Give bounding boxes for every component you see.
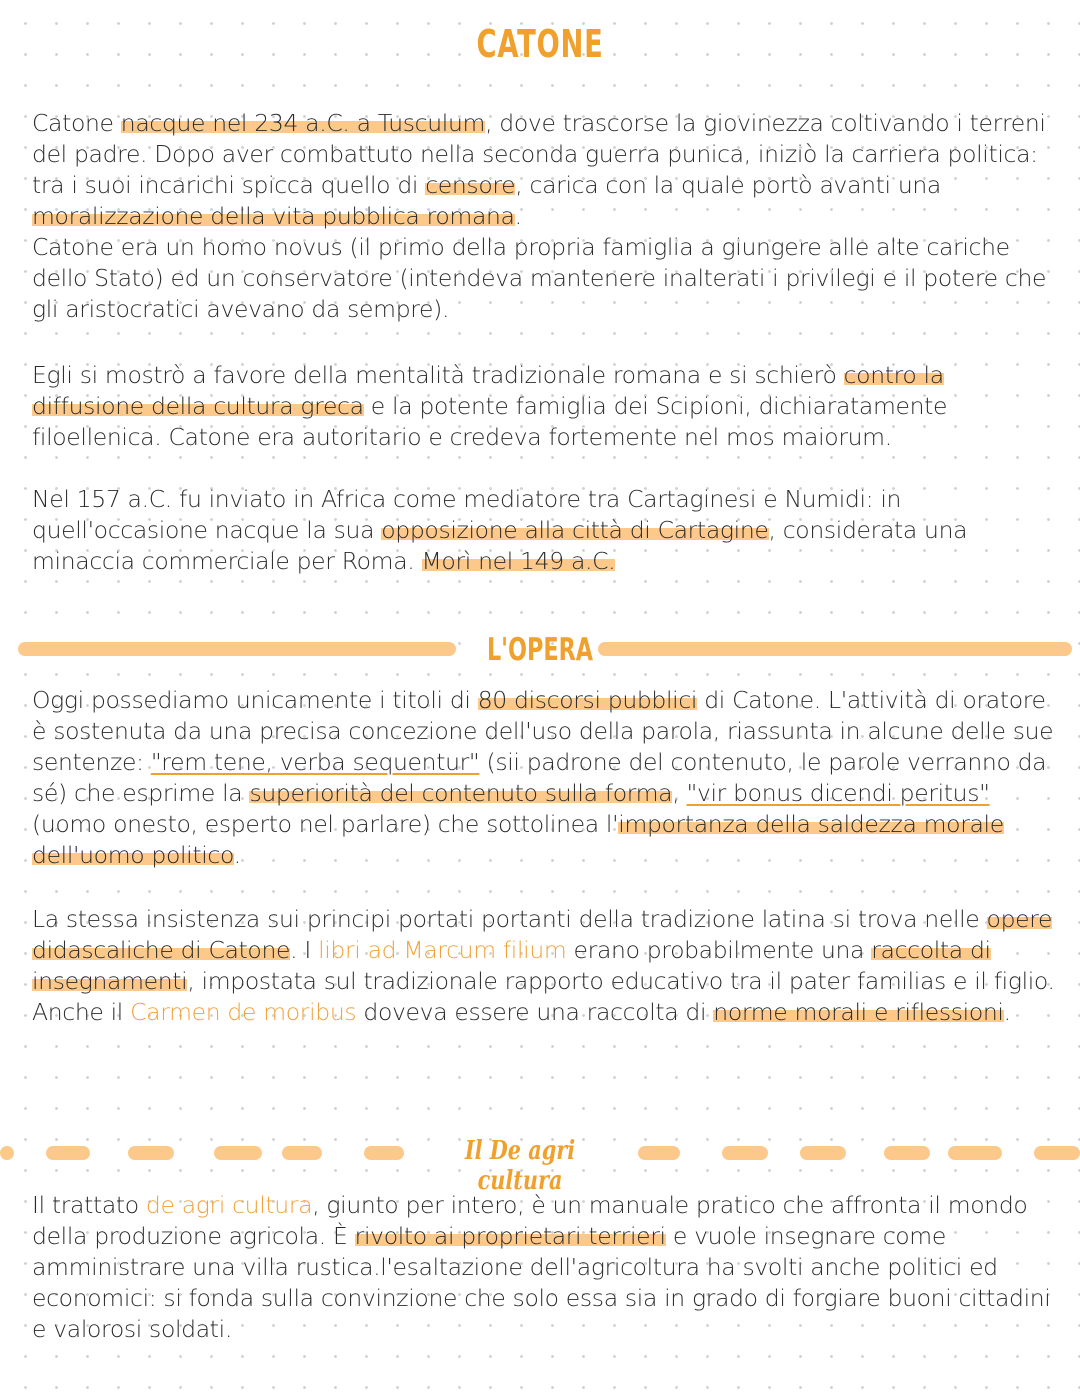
text-span: . (233, 841, 241, 869)
text-span: , considerata una minaccia commerciale per Roma. (32, 516, 968, 575)
bio-paragraph-2 (32, 360, 1062, 453)
text-span: Catone (32, 109, 121, 137)
text-span: La stessa insistenza sui principi portati portanti della tradizione latina si trova nelle (32, 905, 987, 933)
section-dash (0, 1146, 14, 1160)
section-dash (214, 1146, 262, 1160)
bio-paragraph-1 (32, 108, 1062, 325)
highlight: norme morali e riflessioni (713, 998, 1004, 1026)
text-span: , (672, 779, 687, 807)
opera-paragraph-1 (32, 685, 1062, 871)
highlight: superiorità del contenuto sulla forma (249, 779, 673, 807)
section-dash (364, 1146, 404, 1160)
section-heading-agri: Il De agri cultura (464, 1136, 576, 1196)
highlight: 80 discorsi pubblici (477, 686, 698, 714)
section-heading-opera: L'OPERA (486, 632, 594, 668)
opera-paragraph-2 (32, 904, 1062, 1028)
text-span: . I (290, 936, 319, 964)
bio-paragraph-3 (32, 484, 1062, 577)
highlight: rivolto ai proprietari terrieri (354, 1222, 666, 1250)
quote-underlined: "vir bonus dicendi peritus" (686, 779, 990, 807)
section-dash (282, 1146, 322, 1160)
text-span: Catone era un homo novus (il primo della propria famiglia a giungere alle alte cariche dello Stato) ed un conservatore (intendeva mantenere inalterati i privilegi e il potere che gli aristocratici avevano da sempre). (32, 233, 1047, 323)
text-span: (uomo onesto, esperto nel parlare) che sottolinea l' (32, 810, 619, 838)
highlight: contro la diffusione della cultura greca (32, 361, 944, 420)
text-span: , carica con la quale portò avanti una (515, 171, 941, 199)
section-dash (800, 1146, 846, 1160)
highlight: opere didascaliche di Catone (32, 905, 1053, 964)
section-divider-left (18, 642, 456, 656)
agri-paragraph-1 (32, 1190, 1062, 1345)
highlight: importanza della saldezza morale dell'uomo politico (32, 810, 1004, 869)
section-dash (948, 1146, 1002, 1160)
text-span: (sii padrone del contenuto, le parole verranno da sé) che esprime la (32, 748, 1047, 807)
section-dash (638, 1146, 680, 1160)
highlight: censore (425, 171, 516, 199)
text-span: Nel 157 a.C. fu inviato in Africa come mediatore tra Cartaginesi e Numidi: in quell'occasione nacque la sua (32, 485, 902, 544)
text-span: . (514, 202, 522, 230)
text-span: doveva essere una raccolta di (356, 998, 714, 1026)
quote-underlined: "rem tene, verba sequentur" (150, 748, 480, 776)
text-span: di Catone. L'attività di oratore è sostenuta da una precisa concezione dell'uso della parola, riassunta in alcune delle sue sentenze: (32, 686, 1054, 776)
section-dash (722, 1146, 768, 1160)
highlight: opposizione alla città di Cartagine (381, 516, 769, 544)
highlight: Morì nel 149 a.C. (421, 547, 616, 575)
text-span: Oggi possediamo unicamente i titoli di (32, 686, 478, 714)
highlight: nacque nel 234 a.C. a Tusculum (120, 109, 486, 137)
text-span: erano probabilmente una (566, 936, 872, 964)
section-dash (884, 1146, 930, 1160)
section-divider-right (598, 642, 1072, 656)
text-span: , impostata sul tradizionale rapporto educativo tra il pater familias e il figlio. Anche il (32, 967, 1055, 1026)
orange-title: libri ad Marcum filium (318, 936, 567, 964)
text-span: e vuole insegnare come amministrare una villa rustica.l'esaltazione dell'agricoltura ha svolti anche politici ed economici: si fonda sulla convinzione che solo essa sia in grado di forgiare buoni cittadini e valorosi soldati. (32, 1222, 1051, 1343)
section-dash (46, 1146, 90, 1160)
page-title: CATONE (476, 22, 604, 66)
text-span: Il trattato (32, 1191, 146, 1219)
text-span: , dove trascorse la giovinezza coltivando i terreni del padre. Dopo aver combattuto nella seconda guerra punica, iniziò la carriera politica: tra i suoi incarichi spicca quello di (32, 109, 1046, 199)
section-dash (1034, 1146, 1080, 1160)
highlight: moralizzazione della vita pubblica romana (32, 202, 515, 230)
orange-title: Carmen de moribus (130, 998, 357, 1026)
section-dash (128, 1146, 174, 1160)
text-span: . (1003, 998, 1011, 1026)
highlight: raccolta di insegnamenti (32, 936, 991, 995)
text-span: Egli si mostrò a favore della mentalità tradizionale romana e si schierò (32, 361, 844, 389)
text-span: , giunto per intero, è un manuale pratico che affronta il mondo della produzione agricola. È (32, 1191, 1028, 1250)
orange-title: de agri cultura (145, 1191, 313, 1219)
text-span: e la potente famiglia dei Scipioni, dichiaratamente filoellenica. Catone era autoritario e credeva fortemente nel mos maiorum. (32, 392, 948, 451)
